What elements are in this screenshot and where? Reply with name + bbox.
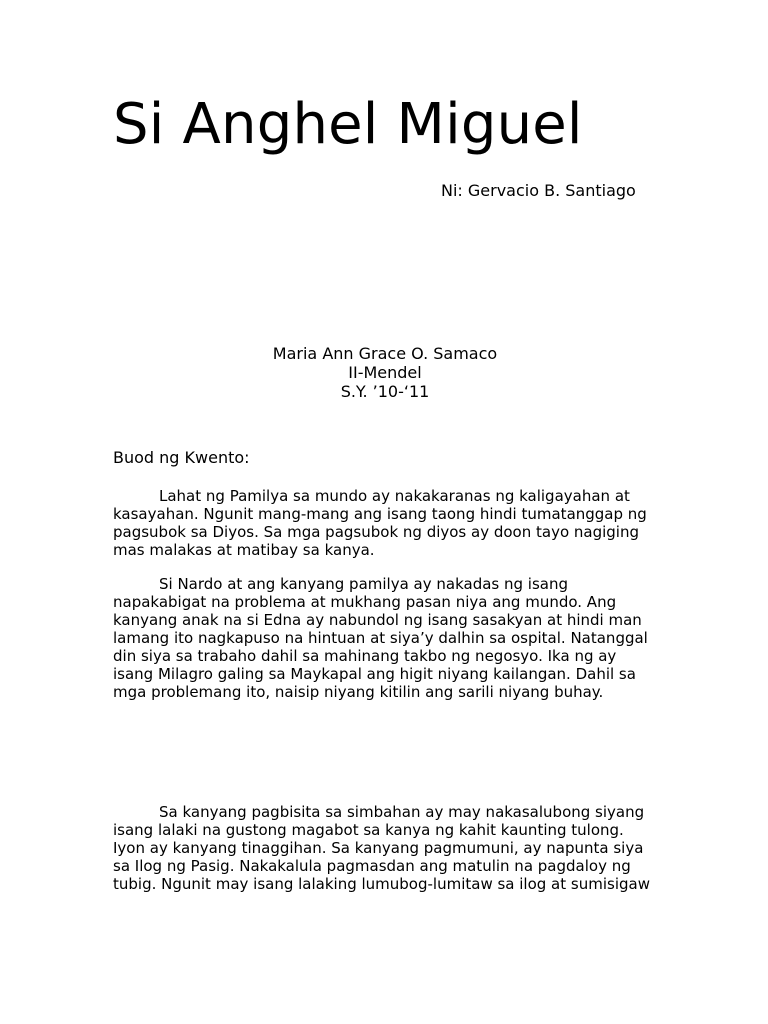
paragraph-line: sa Ilog ng Pasig. Nakakalula pagmasdan ang matulin na pagdaloy ng bbox=[113, 857, 631, 875]
byline: Ni: Gervacio B. Santiago bbox=[441, 181, 636, 200]
paragraph-line: napakabigat na problema at mukhang pasan niya ang mundo. Ang bbox=[113, 593, 617, 611]
paragraph-line: pagsubok sa Diyos. Sa mga pagsubok ng diyos ay doon tayo nagiging bbox=[113, 523, 640, 541]
paragraph-line: Iyon ay kanyang tinaggihan. Sa kanyang pagmumuni, ay napunta siya bbox=[113, 839, 644, 857]
paragraph-line: isang lalaki na gustong magabot sa kanya ng kahit kaunting tulong. bbox=[113, 821, 624, 839]
paragraph bbox=[113, 803, 673, 893]
paragraph bbox=[113, 487, 673, 559]
author-block bbox=[113, 344, 657, 401]
paragraph-line: kanyang anak na si Edna ay nabundol ng isang sasakyan at hindi man bbox=[113, 611, 642, 629]
paragraph-line: Sa kanyang pagbisita sa simbahan ay may nakasalubong siyang bbox=[159, 803, 645, 821]
school-year: S.Y. ’10-‘11 bbox=[340, 382, 430, 401]
paragraph-line: mga problemang ito, naisip niyang kitilin ang sarili niyang buhay. bbox=[113, 683, 604, 701]
paragraph-line: tubig. Ngunit may isang lalaking lumubog-lumitaw sa ilog at sumisigaw bbox=[113, 875, 650, 893]
paragraph-line: isang Milagro galing sa Maykapal ang higit niyang kailangan. Dahil sa bbox=[113, 665, 636, 683]
summary-heading: Buod ng Kwento: bbox=[113, 448, 250, 467]
paragraph-line: kasayahan. Ngunit mang-mang ang isang taong hindi tumatanggap ng bbox=[113, 505, 647, 523]
paragraph-line: Si Nardo at ang kanyang pamilya ay nakadas ng isang bbox=[159, 575, 568, 593]
paragraph-line: Lahat ng Pamilya sa mundo ay nakakaranas ng kaligayahan at bbox=[159, 487, 630, 505]
document-title: Si Anghel Miguel bbox=[113, 92, 583, 157]
paragraph-line: lamang ito nagkapuso na hintuan at siya’y dalhin sa ospital. Natanggal bbox=[113, 629, 648, 647]
paragraph-line: din siya sa trabaho dahil sa mahinang takbo ng negosyo. Ika ng ay bbox=[113, 647, 617, 665]
author-name: Maria Ann Grace O. Samaco bbox=[272, 344, 498, 363]
author-section: II-Mendel bbox=[348, 363, 422, 382]
paragraph-line: mas malakas at matibay sa kanya. bbox=[113, 541, 375, 559]
paragraph bbox=[113, 575, 673, 701]
